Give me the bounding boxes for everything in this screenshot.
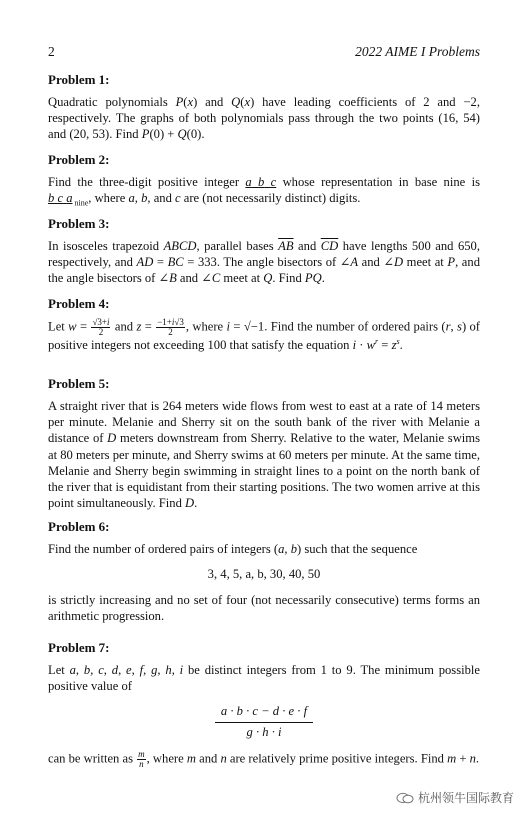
- problem-title: Problem 7:: [48, 640, 110, 655]
- problem-7: [48, 640, 480, 769]
- page-number: 2: [48, 44, 55, 59]
- problem-6: [48, 519, 480, 625]
- problem-title: Problem 5:: [48, 376, 110, 391]
- problem-body-cont: is strictly increasing and no set of four (not necessarily consecutive) terms forms an arithmetic progression.: [48, 593, 480, 624]
- problem-body: Find the number of ordered pairs of integers (a, b) such that the sequence: [48, 542, 418, 556]
- problem-title: Problem 1:: [48, 72, 110, 87]
- problem-title: Problem 4:: [48, 296, 110, 311]
- problem-body-cont: can be written as $\frac{m}{n}$ , where m and n are relatively prime positive integers. Find m + n.: [48, 749, 480, 770]
- problem-5: [48, 376, 480, 511]
- watermark: [396, 789, 514, 806]
- wechat-icon: [396, 792, 414, 804]
- watermark-text: 杭州领牛国际教育: [417, 791, 514, 805]
- fraction-display: $\frac{a \cdot b \cdot c - d \cdot e \cdot f}{g \cdot h \cdot i}$: [48, 704, 480, 740]
- problem-body: Let w = $\frac{√3+i}{2}$ and z = $\frac{-1+i√3}{2}$ , where i = √−1. Find the number of ordered pairs (r, s) of positive integers not exceeding 100 that satisfy the equation $i \cdot w^r = z^s$.: [48, 317, 481, 352]
- problem-title: Problem 6:: [48, 519, 110, 534]
- document-title: 2022 AIME I Problems: [355, 44, 480, 59]
- problem-3: [48, 216, 480, 287]
- problem-body: Let a, b, c, d, e, f, g, h, i be distinct integers from 1 to 9. The minimum possible positive value of: [48, 663, 480, 694]
- problem-body: In isosceles trapezoid ABCD, parallel bases $\overline{AB}$ and $\overline{CD}$ have lengths 500 and 650, respectively, and AD = BC = 333. The angle bisectors of ∠A and ∠D meet at P, and the angle bisectors of ∠B and ∠C meet at Q. Find PQ.: [48, 239, 480, 286]
- problem-1: [48, 72, 480, 143]
- problem-title: Problem 3:: [48, 216, 110, 231]
- problem-title: Problem 2:: [48, 152, 110, 167]
- problem-body: A straight river that is 264 meters wide flows from west to east at a rate of 14 meters per minute. Melanie and Sherry sit on the south bank of the river with Melanie a distance of D meters downstream from Sherry. Relative to the water, Melanie swims at 80 meters per minute, and Sherry swims at 60 meters per minute. At the same time, Melanie and Sherry begin swimming in straight lines to a point on the north bank of the river that is equidistant from their starting positions. The two women arrive at this point simultaneously. Find D.: [48, 399, 480, 511]
- problem-4: [48, 296, 480, 353]
- problem-body: Quadratic polynomials P(x) and Q(x) have leading coefficients of 2 and −2, respectively. The graphs of both polynomials pass through the two points (16, 54) and (20, 53). Find P(0) + Q(0).: [48, 95, 480, 142]
- sequence-display: 3, 4, 5, a, b, 30, 40, 50: [207, 567, 321, 582]
- problem-2: [48, 152, 480, 206]
- problem-body: Find the three-digit positive integer a b c whose representation in base nine is b c a $_{nine}$, where a, b, and c are (not necessarily distinct) digits.: [48, 175, 480, 208]
